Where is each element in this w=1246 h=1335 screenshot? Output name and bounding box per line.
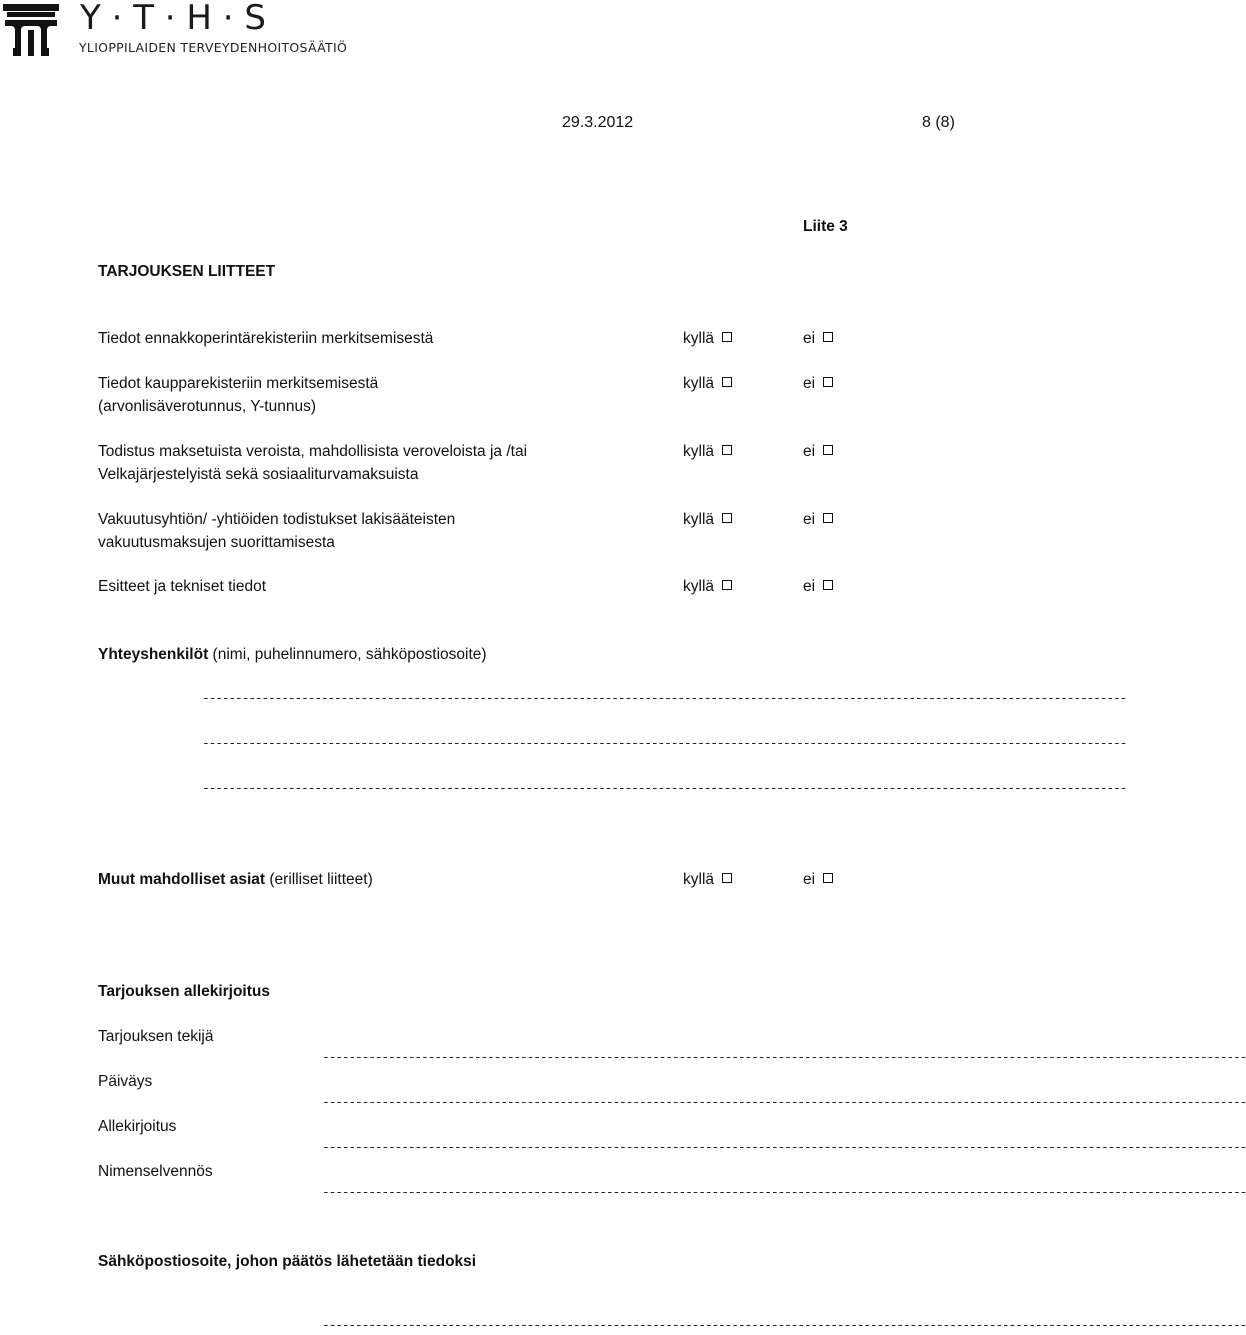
checkbox-icon[interactable] <box>823 332 833 342</box>
checkbox-icon[interactable] <box>823 873 833 883</box>
checkbox-icon[interactable] <box>722 332 732 342</box>
attachment-no-option[interactable]: ei <box>803 375 833 393</box>
checkbox-icon[interactable] <box>722 513 732 523</box>
attachment-no-option[interactable]: ei <box>803 330 833 348</box>
attachment-no-option[interactable]: ei <box>803 578 833 596</box>
signature-field-label: Allekirjoitus <box>98 1118 177 1135</box>
checkbox-icon[interactable] <box>823 377 833 387</box>
column-logo-icon <box>3 4 59 56</box>
checkbox-icon[interactable] <box>722 873 732 883</box>
attachment-item-label: Todistus maksetuista veroista, mahdollisista veroveloista ja /tai <box>98 443 528 460</box>
attachment-yes-option[interactable]: kyllä <box>683 511 732 529</box>
signature-field-line[interactable]: -------------------------------------------------------------------------------------------------------------------------------------------- <box>322 1140 1246 1155</box>
attachment-yes-option[interactable]: kyllä <box>683 443 732 461</box>
logo-wordmark: Y · T · H · S <box>80 0 266 38</box>
attachment-item-label: (arvonlisäverotunnus, Y-tunnus) <box>98 398 316 415</box>
other-matters-label: Muut mahdolliset asiat (erilliset liitteet) <box>98 871 373 888</box>
other-yes-option[interactable]: kyllä <box>683 871 732 889</box>
contact-line-2[interactable]: -------------------------------------------------------------------------------------------------------------------------------------------- <box>202 736 1127 751</box>
attachment-no-option[interactable]: ei <box>803 443 833 461</box>
attachment-item-label: Esitteet ja tekniset tiedot <box>98 578 267 595</box>
logo-subtitle: YLIOPPILAIDEN TERVEYDENHOITOSÄÄTIÖ <box>79 40 348 55</box>
signature-field-line[interactable]: -------------------------------------------------------------------------------------------------------------------------------------------- <box>322 1095 1246 1110</box>
checkbox-icon[interactable] <box>722 377 732 387</box>
checkbox-icon[interactable] <box>722 580 732 590</box>
appendix-label: Liite 3 <box>803 218 848 235</box>
attachment-item-label: Tiedot kaupparekisteriin merkitsemisestä <box>98 375 379 392</box>
signature-heading: Tarjouksen allekirjoitus <box>98 983 270 1000</box>
signature-field-line[interactable]: -------------------------------------------------------------------------------------------------------------------------------------------- <box>322 1185 1246 1200</box>
contacts-label: Yhteyshenkilöt (nimi, puhelinnumero, sähköpostiosoite) <box>98 646 487 663</box>
email-line[interactable]: -------------------------------------------------------------------------------------------------------------------------------------------- <box>322 1318 1246 1333</box>
signature-field-label: Tarjouksen tekijä <box>98 1028 214 1045</box>
page-number: 8 (8) <box>922 114 955 131</box>
signature-field-label: Nimenselvennös <box>98 1163 213 1180</box>
attachment-item-label: vakuutusmaksujen suorittamisesta <box>98 534 335 551</box>
document-date: 29.3.2012 <box>562 114 634 131</box>
signature-field-label: Päiväys <box>98 1073 153 1090</box>
attachment-yes-option[interactable]: kyllä <box>683 578 732 596</box>
contact-line-1[interactable]: -------------------------------------------------------------------------------------------------------------------------------------------- <box>202 691 1127 706</box>
attachment-item-label: Tiedot ennakkoperintärekisteriin merkitsemisestä <box>98 330 434 347</box>
checkbox-icon[interactable] <box>722 445 732 455</box>
contact-line-3[interactable]: -------------------------------------------------------------------------------------------------------------------------------------------- <box>202 781 1127 796</box>
attachment-yes-option[interactable]: kyllä <box>683 375 732 393</box>
checkbox-icon[interactable] <box>823 513 833 523</box>
checkbox-icon[interactable] <box>823 445 833 455</box>
attachment-item-label: Vakuutusyhtiön/ -yhtiöiden todistukset lakisääteisten <box>98 511 456 528</box>
attachment-no-option[interactable]: ei <box>803 511 833 529</box>
checkbox-icon[interactable] <box>823 580 833 590</box>
attachment-item-label: Velkajärjestelyistä sekä sosiaaliturvamaksuista <box>98 466 419 483</box>
signature-field-line[interactable]: -------------------------------------------------------------------------------------------------------------------------------------------- <box>322 1050 1246 1065</box>
page-title: TARJOUKSEN LIITTEET <box>98 263 276 280</box>
other-no-option[interactable]: ei <box>803 871 833 889</box>
email-label: Sähköpostiosoite, johon päätös lähetetään tiedoksi <box>98 1253 477 1270</box>
attachment-yes-option[interactable]: kyllä <box>683 330 732 348</box>
